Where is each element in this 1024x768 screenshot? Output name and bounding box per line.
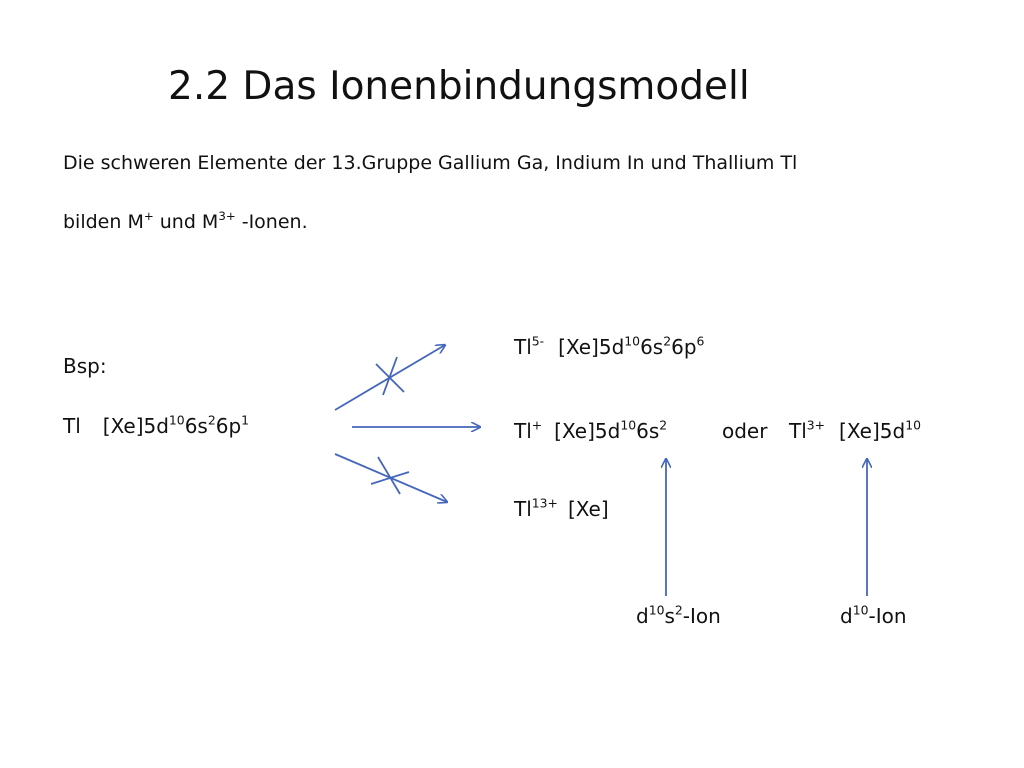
d10-suffix: -Ion (868, 604, 907, 628)
tl5minus-element: Tl (514, 335, 532, 359)
source-element: Tl (63, 414, 81, 438)
cross-out-tl5minus-b (383, 357, 397, 395)
tlplus-element: Tl (514, 419, 532, 443)
d10-d: d (840, 604, 853, 628)
tl5minus-orbital-p: 6p (671, 335, 697, 359)
intro-sup-a: + (143, 208, 154, 223)
tlplus-orbital-s: 6s (636, 419, 660, 443)
intro-text-b: und M (153, 211, 219, 233)
d10s2-exp-d: 10 (648, 602, 665, 618)
intro-line-1: Die schweren Elemente der 13.Gruppe Gallium Ga, Indium In und Thallium Tl (63, 152, 798, 174)
tl3plus-core: [Xe]5d (839, 419, 906, 443)
intro-sup-b: 3+ (218, 208, 236, 223)
conjunction-oder: oder (722, 419, 768, 443)
page-title: 2.2 Das Ionenbindungsmodell (168, 64, 750, 109)
d10-exp-d: 10 (852, 602, 869, 618)
tlplus-exp-s: 2 (659, 417, 668, 433)
tl5minus-exp-d: 10 (624, 333, 641, 349)
tl5minus-exp-s: 2 (663, 333, 672, 349)
d10s2-exp-s: 2 (674, 602, 683, 618)
source-core: [Xe]5d (102, 414, 169, 438)
tl3plus-exp-d: 10 (905, 417, 921, 433)
tlplus-core: [Xe]5d (554, 419, 621, 443)
tl5minus-exp-p: 6 (696, 333, 705, 349)
tl13plus-charge: 13+ (531, 495, 558, 511)
d10s2-s: s (664, 604, 675, 628)
tlplus-charge: + (531, 417, 543, 433)
source-orbital-p: 6p (215, 414, 242, 438)
intro-text-a: bilden M (63, 211, 144, 233)
d10s2-d: d (636, 604, 649, 628)
tl13plus-core: [Xe] (567, 497, 609, 521)
tl5minus-core: [Xe]5d (558, 335, 625, 359)
source-exp-s: 2 (207, 412, 216, 428)
source-orbital-s: 6s (184, 414, 208, 438)
tl13plus-element: Tl (514, 497, 532, 521)
d10s2-suffix: -Ion (682, 604, 721, 628)
tl5minus-orbital-s: 6s (640, 335, 664, 359)
tl3plus-element: Tl (789, 419, 807, 443)
tlplus-exp-d: 10 (620, 417, 637, 433)
tl5minus-charge: 5- (531, 333, 545, 349)
source-exp-p: 1 (241, 412, 250, 428)
example-label: Bsp: (63, 354, 107, 378)
source-exp-d: 10 (168, 412, 185, 428)
tl3plus-charge: 3+ (806, 417, 826, 433)
intro-text-c: -Ionen. (235, 211, 308, 233)
